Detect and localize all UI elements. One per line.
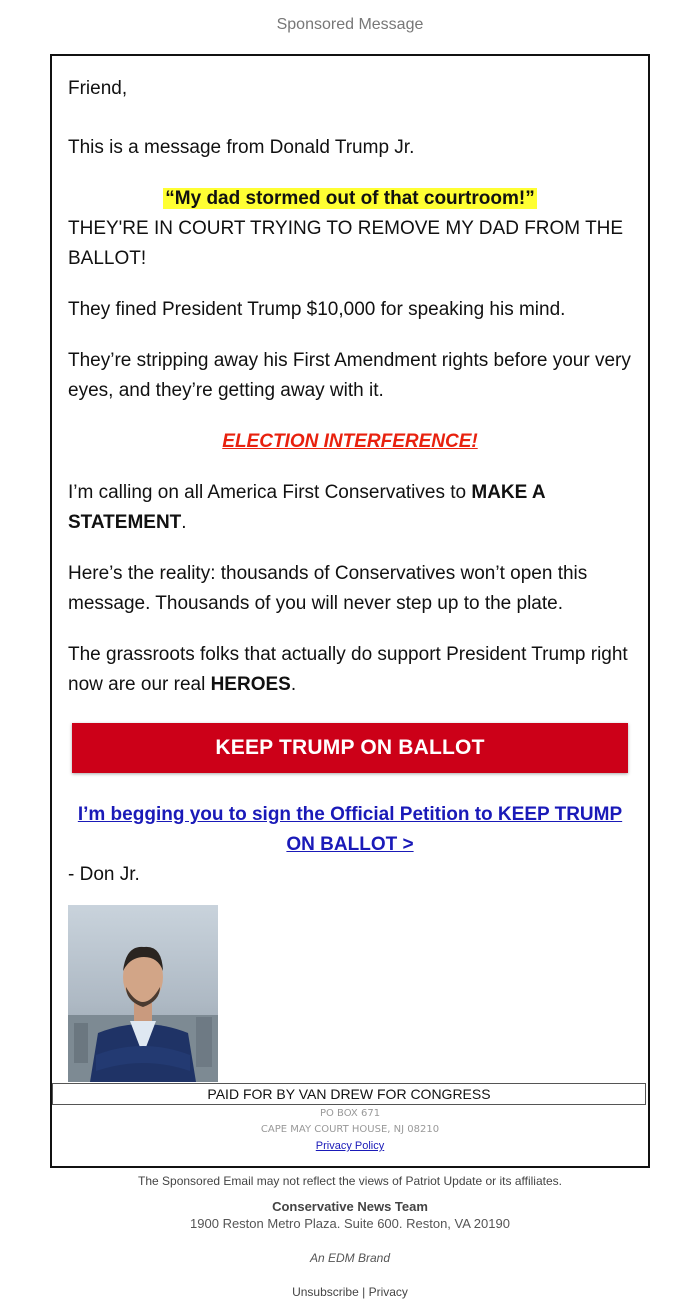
po-box: PO BOX 671 bbox=[319, 1108, 381, 1119]
fined-text: They fined President Trump $10,000 for speaking his mind. bbox=[68, 299, 566, 320]
grassroots-text bbox=[68, 640, 632, 700]
election-interference-heading: ELECTION INTERFERENCE! bbox=[222, 431, 478, 452]
portrait-illustration bbox=[68, 905, 218, 1082]
footer-brand: An EDM Brand bbox=[309, 1251, 391, 1265]
footer-separator: | bbox=[362, 1285, 366, 1299]
greeting: Friend, bbox=[68, 78, 128, 99]
quote-line bbox=[68, 184, 632, 214]
heroes-bold: HEROES bbox=[210, 674, 291, 695]
reality-text: Here’s the reality: thousands of Conservatives won’t open this message. Thousands of you will never step up to the plate. bbox=[68, 563, 588, 614]
keep-trump-on-ballot-button[interactable]: KEEP TRUMP ON BALLOT bbox=[72, 723, 628, 773]
privacy-policy-link[interactable]: Privacy Policy bbox=[315, 1140, 385, 1152]
petition-link[interactable]: I’m begging you to sign the Official Petition to KEEP TRUMP ON BALLOT > bbox=[77, 804, 623, 855]
calling-text bbox=[68, 478, 632, 538]
unsubscribe-link[interactable]: Unsubscribe bbox=[292, 1285, 359, 1299]
sponsored-disclaimer: The Sponsored Email may not reflect the views of Patriot Update or its affiliates. bbox=[138, 1174, 562, 1188]
court-text: THEY'RE IN COURT TRYING TO REMOVE MY DAD FROM THE BALLOT! bbox=[68, 218, 624, 269]
paid-for-notice: PAID FOR BY VAN DREW FOR CONGRESS bbox=[52, 1083, 646, 1105]
footer-team-name: Conservative News Team bbox=[272, 1199, 428, 1214]
footer-address: 1900 Reston Metro Plaza. Suite 600. Reston, VA 20190 bbox=[190, 1216, 510, 1231]
make-statement-bold: MAKE A STATEMENT bbox=[68, 482, 545, 533]
footer-links bbox=[0, 1285, 700, 1299]
city-address: CAPE MAY COURT HOUSE, NJ 08210 bbox=[260, 1124, 440, 1135]
footer-privacy-link[interactable]: Privacy bbox=[368, 1285, 408, 1299]
grassroots-pre: The grassroots folks that actually do support President Trump right now are our real bbox=[68, 644, 628, 695]
signature: - Don Jr. bbox=[68, 864, 140, 885]
calling-pre: I’m calling on all America First Conservatives to bbox=[68, 482, 472, 503]
intro-text: This is a message from Donald Trump Jr. bbox=[68, 137, 415, 158]
calling-post: . bbox=[181, 512, 187, 533]
sponsored-label: Sponsored Message bbox=[276, 16, 424, 33]
stripping-text: They’re stripping away his First Amendment rights before your very eyes, and they’re getting away with it. bbox=[68, 350, 631, 401]
grassroots-post: . bbox=[290, 674, 297, 695]
portrait-photo bbox=[68, 905, 218, 1082]
email-card bbox=[50, 54, 650, 1168]
highlighted-quote: “My dad stormed out of that courtroom!” bbox=[165, 188, 535, 209]
